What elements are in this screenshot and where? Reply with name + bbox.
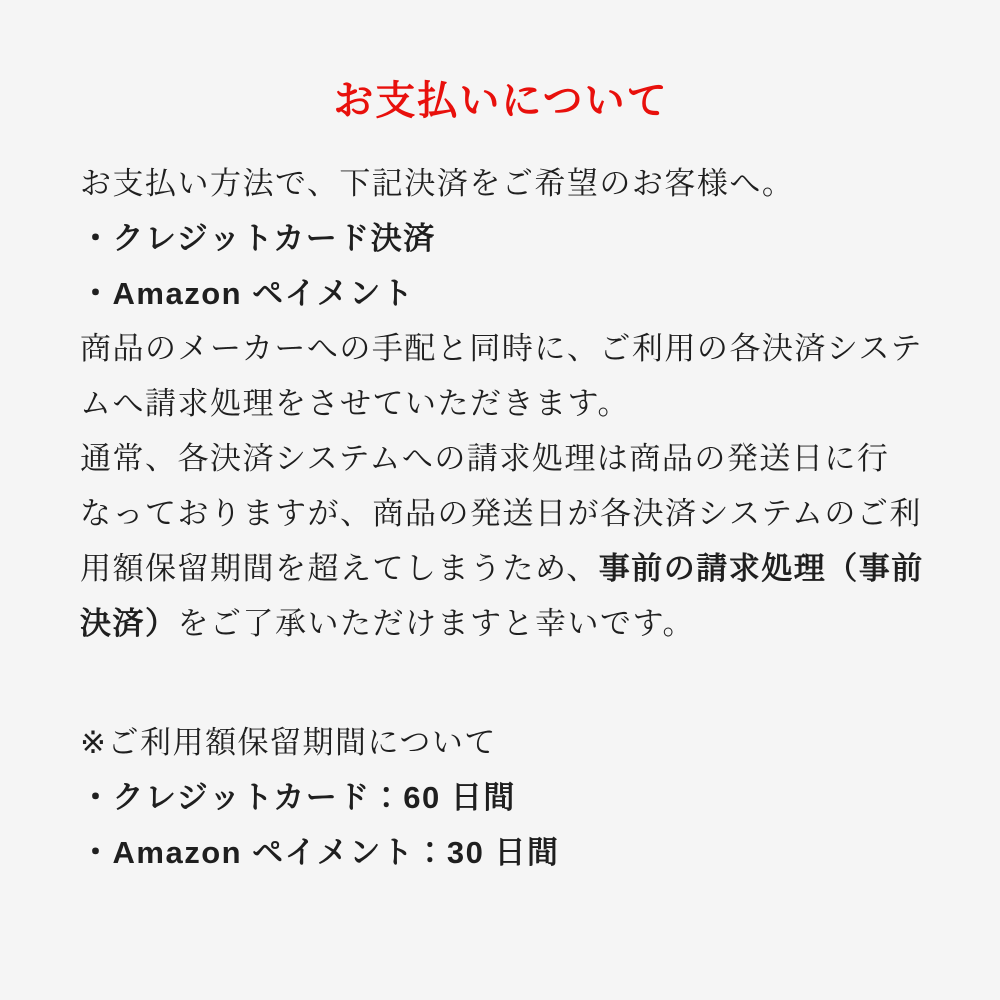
text-line: [80, 770, 922, 825]
body-text: [80, 156, 922, 880]
text-line: [80, 715, 922, 770]
text-line: [80, 156, 922, 211]
text-segment-bold: ・クレジットカード：60 日間: [80, 780, 516, 815]
text-line: [80, 266, 922, 321]
text-line: [80, 376, 922, 431]
page-title: お支払いについて: [333, 79, 669, 123]
text-line: [80, 321, 922, 376]
text-segment: ※ご利用額保留期間について: [80, 725, 497, 760]
text-segment: なっておりますが、商品の発送日が各決済システムのご利: [80, 496, 922, 531]
text-segment: をご了承いただけますと幸いです。: [177, 606, 696, 641]
text-line: [80, 431, 922, 486]
text-segment-bold: ・Amazon ペイメント：30 日間: [80, 835, 560, 870]
blank-line: [80, 651, 922, 715]
text-segment-bold: ・Amazon ペイメント: [80, 276, 415, 311]
text-line: [80, 596, 922, 651]
text-segment-bold: 決済）: [80, 606, 178, 641]
text-segment-bold: 事前の請求処理（事前: [598, 551, 924, 586]
text-segment: ムへ請求処理をさせていただきます。: [80, 386, 631, 421]
text-segment: 商品のメーカーへの手配と同時に、ご利用の各決済システ: [80, 331, 923, 366]
text-segment-bold: ・クレジットカード決済: [80, 221, 436, 256]
text-line: [80, 486, 922, 541]
text-line: [80, 541, 922, 596]
text-segment: お支払い方法で、下記決済をご希望のお客様へ。: [80, 166, 795, 201]
text-segment: 通常、各決済システムへの請求処理は商品の発送日に行: [80, 441, 890, 476]
text-segment: 用額保留期間を超えてしまうため、: [80, 551, 599, 586]
text-line: [80, 211, 922, 266]
text-line: [80, 825, 922, 880]
